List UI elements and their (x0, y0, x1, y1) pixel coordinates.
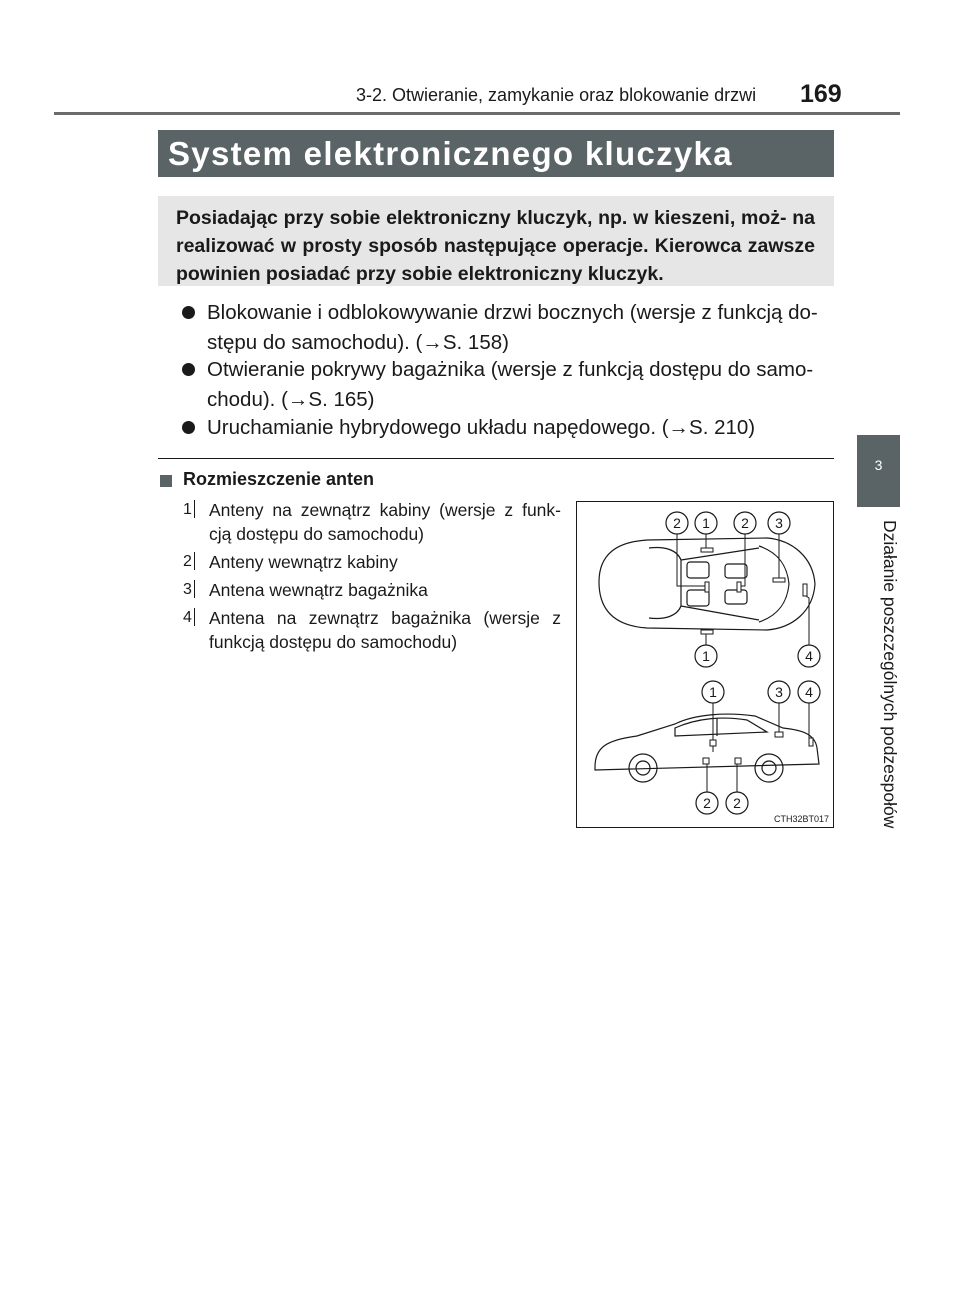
callout-label: 1 (702, 515, 710, 531)
chapter-label: Działanie poszczególnych podzespołów (880, 520, 900, 829)
legend-number: 2 (183, 550, 192, 574)
callout-label: 3 (775, 684, 783, 700)
car-diagram-svg (577, 502, 835, 829)
legend-text: Antena na zewnątrz bagażnika (wersje z funkcją dostępu do samochodu) (209, 608, 561, 652)
callout-label: 3 (775, 515, 783, 531)
bullet-text: Uruchamianie hybrydowego układu napędowego. (→S. 210) (207, 416, 756, 439)
section-square-icon (160, 475, 172, 487)
bullet-icon (182, 421, 195, 434)
callout-label: 1 (709, 684, 717, 700)
callout-label: 2 (741, 515, 749, 531)
bullet-icon (182, 306, 195, 319)
page-title-bar (158, 130, 834, 177)
header-divider (54, 112, 900, 115)
legend-text: Anteny na zewnątrz kabiny (wersje z funk- cją dostępu do samochodu) (209, 500, 561, 544)
page-title: System elektronicznego kluczyka (168, 135, 733, 172)
section-heading: Rozmieszczenie anten (183, 469, 375, 489)
callout-label: 2 (673, 515, 681, 531)
callout-label: 2 (733, 795, 741, 811)
callout-label: 4 (805, 648, 813, 664)
callout-label: 1 (702, 648, 710, 664)
chapter-tab (857, 435, 900, 507)
legend-number: 4 (183, 606, 192, 630)
callout-label: 4 (805, 684, 813, 700)
legend-number: 3 (183, 578, 192, 602)
chapter-number: 3 (874, 457, 883, 473)
callout-label: 2 (703, 795, 711, 811)
section-divider (158, 458, 834, 459)
bullet-icon (182, 363, 195, 376)
bullet-text: Blokowanie i odblokowywanie drzwi bocznych (wersje z funkcją do- stępu do samochodu). (→S. 158) (207, 301, 818, 354)
intro-box (158, 196, 834, 286)
bullet-text: Otwieranie pokrywy bagażnika (wersje z funkcją dostępu do samo- chodu). (→S. 165) (207, 358, 814, 411)
legend-number: 1 (183, 498, 192, 522)
intro-text: Posiadając przy sobie elektroniczny kluczyk, np. w kieszeni, moż- na realizować w prosty sposób następujące operacje. Kierowca zawsze powinien posiadać przy sobie elektroniczny kluczyk. (176, 207, 815, 285)
running-header: 3-2. Otwieranie, zamykanie oraz blokowanie drzwi (356, 85, 757, 105)
legend-text: Antena wewnątrz bagażnika (209, 580, 428, 600)
legend-text: Anteny wewnątrz kabiny (209, 552, 398, 572)
page-number: 169 (800, 80, 842, 108)
antenna-diagram (576, 501, 834, 828)
figure-code: CTH32BT017 (773, 814, 829, 824)
antenna-marker-icon (701, 548, 807, 634)
